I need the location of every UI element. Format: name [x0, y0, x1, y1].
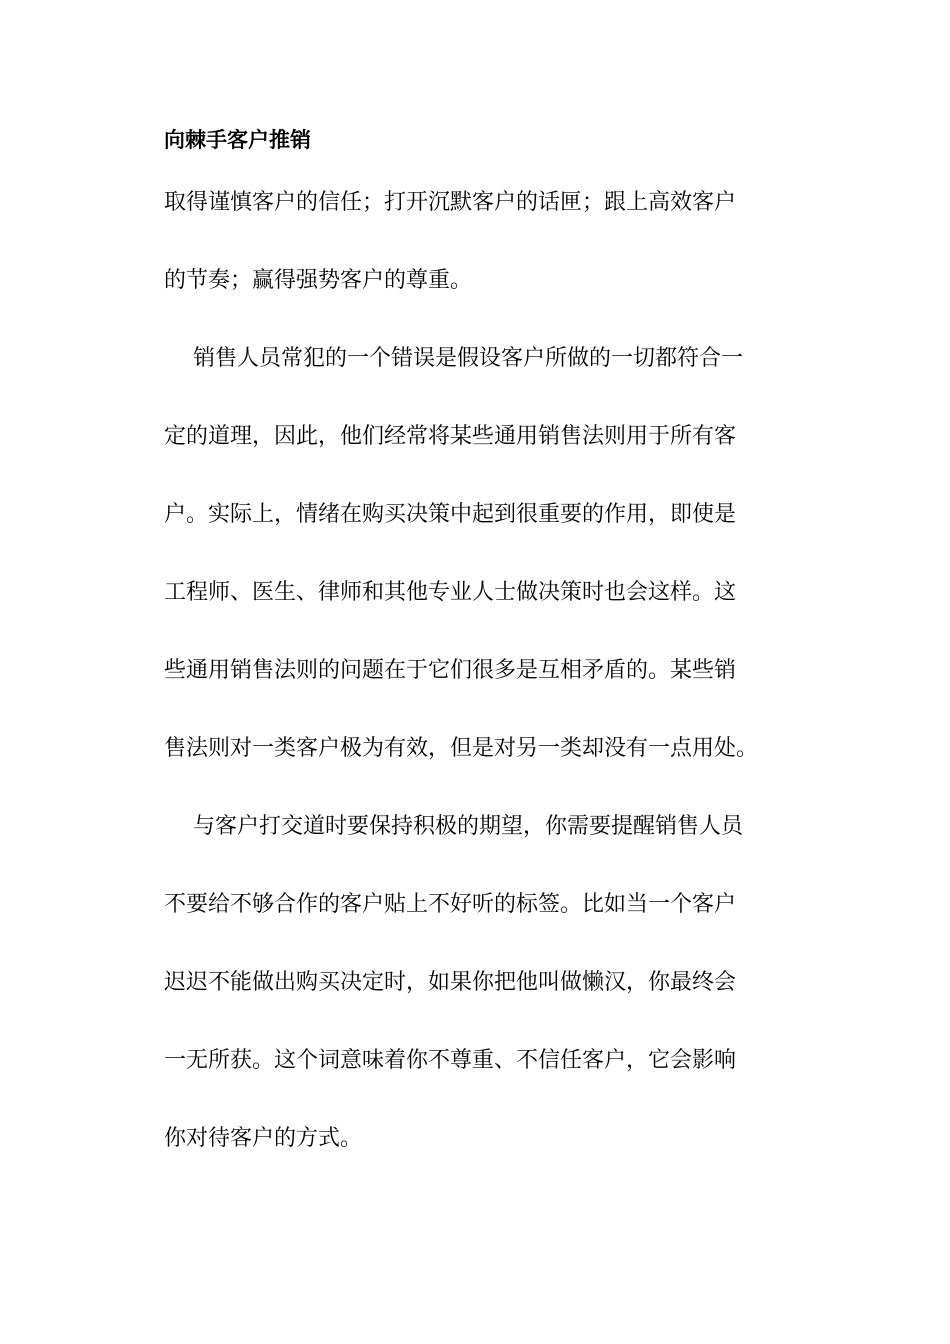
paragraph-1 — [164, 183, 804, 339]
document-title: 向棘手客户推销 — [164, 128, 311, 152]
paragraph-2 — [164, 339, 804, 807]
paragraph-line: 定的道理，因此，他们经常将某些通用销售法则用于所有客 — [164, 424, 737, 449]
paragraph-line: 些通用销售法则的问题在于它们很多是互相矛盾的。某些销 — [164, 658, 737, 683]
paragraph-line: 售法则对一类客户极为有效，但是对另一类却没有一点用处。 — [164, 736, 759, 761]
paragraph-line: 不要给不够合作的客户贴上不好听的标签。比如当一个客户 — [164, 892, 737, 917]
paragraph-line: 迟迟不能做出购买决定时，如果你把他叫做懒汉，你最终会 — [164, 970, 737, 995]
paragraph-line: 工程师、医生、律师和其他专业人士做决策时也会这样。这 — [164, 580, 737, 605]
paragraph-line: 你对待客户的方式。 — [164, 1126, 363, 1151]
paragraph-line: 户。实际上，情绪在购买决策中起到很重要的作用，即使是 — [164, 502, 737, 527]
paragraph-line: 的节奏；赢得强势客户的尊重。 — [164, 268, 473, 293]
paragraph-3 — [164, 807, 804, 1197]
paragraph-line: 销售人员常犯的一个错误是假设客户所做的一切都符合一 — [193, 346, 744, 371]
paragraph-line: 与客户打交道时要保持积极的期望，你需要提醒销售人员 — [193, 814, 744, 839]
paragraph-line: 一无所获。这个词意味着你不尊重、不信任客户，它会影响 — [164, 1048, 737, 1073]
document-body — [164, 120, 804, 1197]
paragraph-line: 取得谨慎客户的信任；打开沉默客户的话匣；跟上高效客户 — [164, 190, 737, 215]
